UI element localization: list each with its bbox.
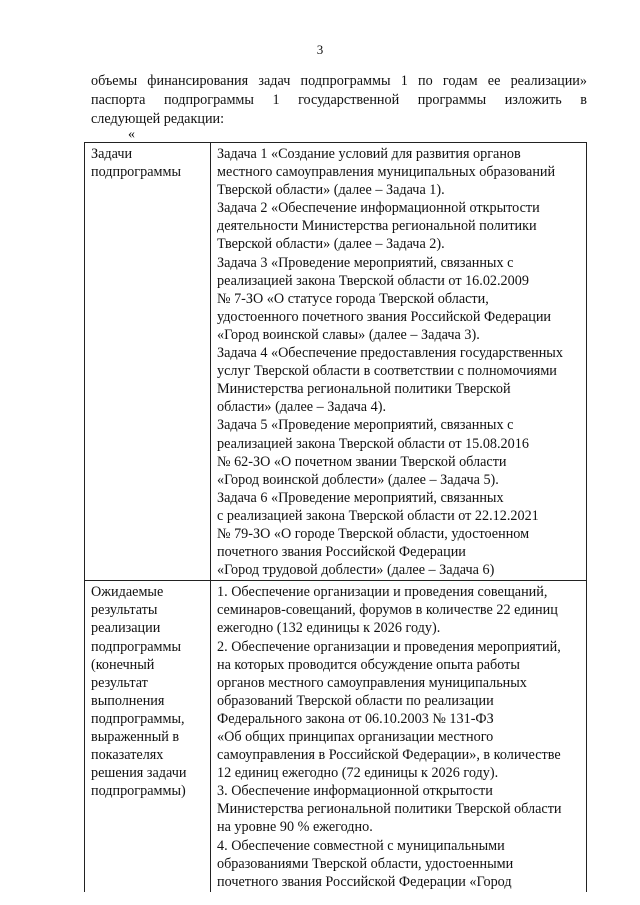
- content-line: реализацией закона Тверской области от 16.02.2009: [217, 272, 529, 289]
- label-cell-expected-results: [85, 581, 211, 892]
- content-line: почетного звания Российской Федерации «Город: [217, 873, 512, 890]
- content-line: Задача 1 «Создание условий для развития органов: [217, 146, 521, 162]
- content-line: Министерства региональной политики Тверской области: [217, 801, 562, 818]
- content-line: почетного звания Российской Федерации: [217, 544, 466, 561]
- label-cell-tasks: [85, 143, 211, 581]
- content-line: образованиями Тверской области, удостоенными: [217, 855, 514, 872]
- content-line: 1. Обеспечение организации и проведения совещаний,: [217, 584, 548, 601]
- label-line: результат: [91, 674, 148, 691]
- content-line: на уровне 90 % ежегодно.: [217, 819, 373, 836]
- content-line: Федерального закона от 06.10.2003 № 131-ФЗ: [217, 710, 494, 727]
- label-text: [91, 145, 207, 181]
- content-line: Тверской области» (далее – Задача 1).: [217, 182, 445, 199]
- label-line: решения задачи: [91, 765, 187, 782]
- content-line: местного самоуправления муниципальных образований: [217, 164, 556, 181]
- table-row-expected-results: [85, 581, 587, 892]
- label-line: результаты: [91, 602, 158, 619]
- label-line: подпрограммы: [91, 638, 181, 655]
- content-line: Министерства региональной политики Тверской: [217, 381, 511, 398]
- content-line: 2. Обеспечение организации и проведения мероприятий,: [217, 638, 561, 655]
- content-line: «Город воинской славы» (далее – Задача 3).: [217, 326, 480, 343]
- subprogram-passport-table: [84, 142, 587, 892]
- content-line: на которых проводится обсуждение опыта работы: [217, 656, 520, 673]
- label-line: подпрограммы): [91, 783, 186, 800]
- intro-paragraph: [91, 72, 587, 129]
- content-line: семинаров-совещаний, форумов в количестве 22 единиц: [217, 602, 558, 619]
- page-number: 3: [316, 42, 324, 57]
- results-list: [217, 583, 583, 891]
- content-line: удостоенного почетного звания Российской Федерации: [217, 308, 552, 325]
- content-line: № 79-ЗО «О городе Тверской области, удостоенном: [217, 525, 530, 542]
- content-line: деятельности Министерства региональной политики: [217, 218, 537, 235]
- open-quote-mark: «: [128, 127, 135, 142]
- content-line: 12 единиц ежегодно (72 единицы к 2026 году).: [217, 765, 499, 782]
- label-line: реализации: [91, 620, 161, 637]
- content-line: Задача 2 «Обеспечение информационной открытости: [217, 200, 540, 217]
- content-line: Задача 5 «Проведение мероприятий, связанных с: [217, 417, 514, 434]
- content-line: ежегодно (132 единицы к 2026 году).: [217, 620, 441, 637]
- label-line: подпрограммы: [91, 164, 181, 181]
- content-cell-expected-results: [211, 581, 587, 892]
- content-line: Тверской области» (далее – Задача 2).: [217, 236, 445, 253]
- content-cell-tasks: [211, 143, 587, 581]
- label-line: подпрограммы,: [91, 710, 185, 727]
- content-line: реализацией закона Тверской области от 15.08.2016: [217, 435, 529, 452]
- label-line: показателях: [91, 747, 164, 764]
- content-line: Задача 3 «Проведение мероприятий, связанных с: [217, 254, 514, 271]
- label-line: (конечный: [91, 656, 155, 673]
- content-line: самоуправления в Российской Федерации», в количестве: [217, 747, 561, 764]
- label-line: Ожидаемые: [91, 584, 164, 601]
- intro-line: следующей редакции:: [91, 111, 225, 127]
- label-line: выполнения: [91, 692, 165, 709]
- content-line: образований Тверской области по реализации: [217, 692, 494, 709]
- content-line: «Город трудовой доблести» (далее – Задача 6): [217, 562, 495, 579]
- content-line: органов местного самоуправления муниципальных: [217, 674, 527, 691]
- label-line: выраженный в: [91, 729, 180, 745]
- content-line: Задача 4 «Обеспечение предоставления государственных: [217, 345, 563, 362]
- table-row-tasks: [85, 143, 587, 581]
- content-line: № 62-ЗО «О почетном звании Тверской области: [217, 453, 507, 470]
- label-line: Задачи: [91, 146, 133, 162]
- label-text: [91, 583, 207, 800]
- content-line: 3. Обеспечение информационной открытости: [217, 783, 493, 800]
- content-line: области» (далее – Задача 4).: [217, 399, 386, 416]
- content-line: Задача 6 «Проведение мероприятий, связанных: [217, 489, 504, 506]
- intro-line: паспорта подпрограммы 1 государственной программы изложить в: [91, 92, 587, 108]
- content-line: «Об общих принципах организации местного: [217, 729, 494, 745]
- content-line: «Город воинской доблести» (далее – Задача 5).: [217, 471, 499, 488]
- content-line: с реализацией закона Тверской области от 22.12.2021: [217, 507, 539, 524]
- content-line: 4. Обеспечение совместной с муниципальными: [217, 837, 505, 854]
- intro-line: объемы финансирования задач подпрограммы 1 по годам ее реализации»: [91, 73, 587, 89]
- tasks-list: [217, 145, 583, 579]
- content-line: услуг Тверской области в соответствии с полномочиями: [217, 363, 557, 380]
- content-line: № 7-ЗО «О статусе города Тверской области,: [217, 290, 489, 307]
